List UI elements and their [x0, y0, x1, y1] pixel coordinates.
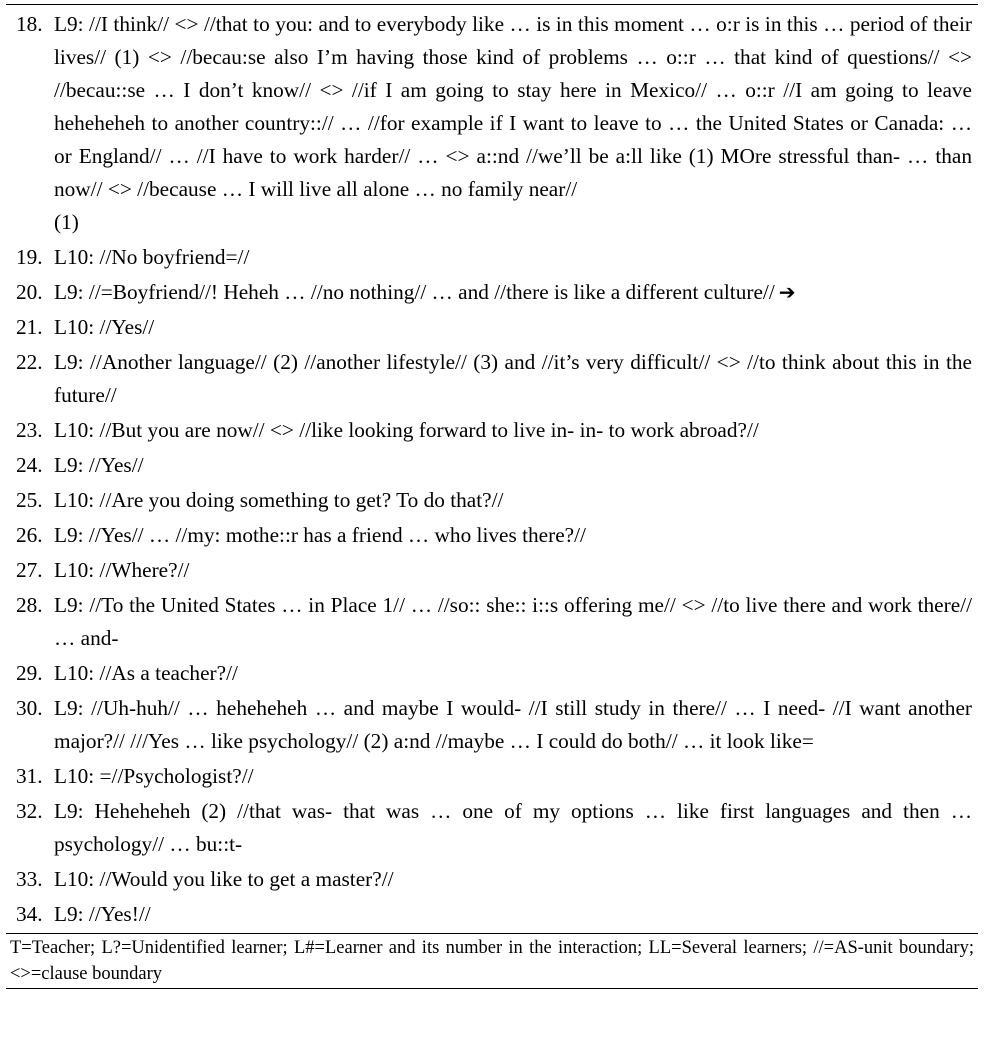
transcript-line-26	[6, 519, 978, 552]
transcript-table	[6, 0, 978, 989]
line-text: L9: //=Boyfriend//! Heheh … //no nothing// … and //there is like a different culture//	[54, 280, 775, 304]
transcript-line-25	[6, 484, 978, 517]
transcript-line-24	[6, 449, 978, 482]
transcript-line-32	[6, 795, 978, 861]
line-number: 31.	[16, 764, 43, 788]
transcript-lines	[6, 5, 978, 931]
transcript-line-29	[6, 657, 978, 690]
line-text: L10: //No boyfriend=//	[54, 245, 250, 269]
transcript-line-19	[6, 241, 978, 274]
line-text: L10: //Yes//	[54, 315, 155, 339]
transcript-line-27	[6, 554, 978, 587]
line-number: 28.	[16, 593, 43, 617]
line-number: 21.	[16, 315, 43, 339]
line-number: 32.	[16, 799, 43, 823]
transcript-line-31	[6, 760, 978, 793]
line-text: L9: //I think// <> //that to you: and to everybody like … is in this moment … o:r is in this … period of their lives// (1) <> //becau:se also I’m having those kind of problems … o::r … that kind of questions// <> //becau::se … I don’t know// <> //if I am going to stay here in Mexico// … o::r //I am going to leave heheheheh to another country::// … //for example if I want to leave to … the United States or Canada: … or England// … //I have to work harder// … <> a::nd //we’ll be a:ll like (1) MOre stressful than- … than now// <> //because … I will live all alone … no family near//	[54, 12, 972, 201]
line-number: 29.	[16, 661, 43, 685]
bottom-rule	[6, 988, 978, 989]
line-text: L10: //Would you like to get a master?//	[54, 867, 394, 891]
line-text: L10: //But you are now// <> //like looking forward to live in- in- to work abroad?//	[54, 418, 759, 442]
line-text: L9: //Yes// … //my: mothe::r has a friend … who lives there?//	[54, 523, 586, 547]
transcript-line-30	[6, 692, 978, 758]
line-number: 34.	[16, 902, 43, 926]
line-number: 19.	[16, 245, 43, 269]
transcript-line-20	[6, 276, 978, 309]
transcript-line-22	[6, 346, 978, 412]
transcript-line-23	[6, 414, 978, 447]
line-text: L9: //To the United States … in Place 1// … //so:: she:: i::s offering me// <> //to live there and work there// … and-	[54, 593, 972, 650]
transcript-line-34	[6, 898, 978, 931]
line-text: L10: //Where?//	[54, 558, 190, 582]
line-number: 18.	[16, 12, 43, 36]
line-text: L9: //Uh-huh// … heheheheh … and maybe I would- //I still study in there// … I need- //I want another major?// ///Yes … like psychology// (2) a:nd //maybe … I could do both// … it look like=	[54, 696, 972, 753]
line-text: L10: =//Psychologist?//	[54, 764, 254, 788]
line-text: L10: //Are you doing something to get? To do that?//	[54, 488, 504, 512]
line-text: L9: //Another language// (2) //another lifestyle// (3) and //it’s very difficult// <> //to think about this in the future//	[54, 350, 972, 407]
line-number: 22.	[16, 350, 43, 374]
line-number: 24.	[16, 453, 43, 477]
line-number: 23.	[16, 418, 43, 442]
line-number: 25.	[16, 488, 43, 512]
line-number: 26.	[16, 523, 43, 547]
pause-marker: (1)	[54, 210, 79, 234]
right-arrow-icon: ➔	[778, 280, 796, 304]
line-text: L9: //Yes!//	[54, 902, 151, 926]
transcription-legend: T=Teacher; L?=Unidentified learner; L#=Learner and its number in the interaction; LL=Several learners; //=AS-unit boundary; <>=clause boundary	[10, 938, 974, 984]
line-number: 33.	[16, 867, 43, 891]
line-text: L9: Heheheheh (2) //that was- that was … one of my options … like first languages and then … psychology// … bu::t-	[54, 799, 972, 856]
line-number: 20.	[16, 280, 43, 304]
line-text: L10: //As a teacher?//	[54, 661, 238, 685]
transcript-line-33	[6, 863, 978, 896]
transcript-line-28	[6, 589, 978, 655]
line-number: 27.	[16, 558, 43, 582]
line-number: 30.	[16, 696, 43, 720]
transcript-line-18	[6, 8, 978, 239]
line-text: L9: //Yes//	[54, 453, 144, 477]
transcript-line-21	[6, 311, 978, 344]
